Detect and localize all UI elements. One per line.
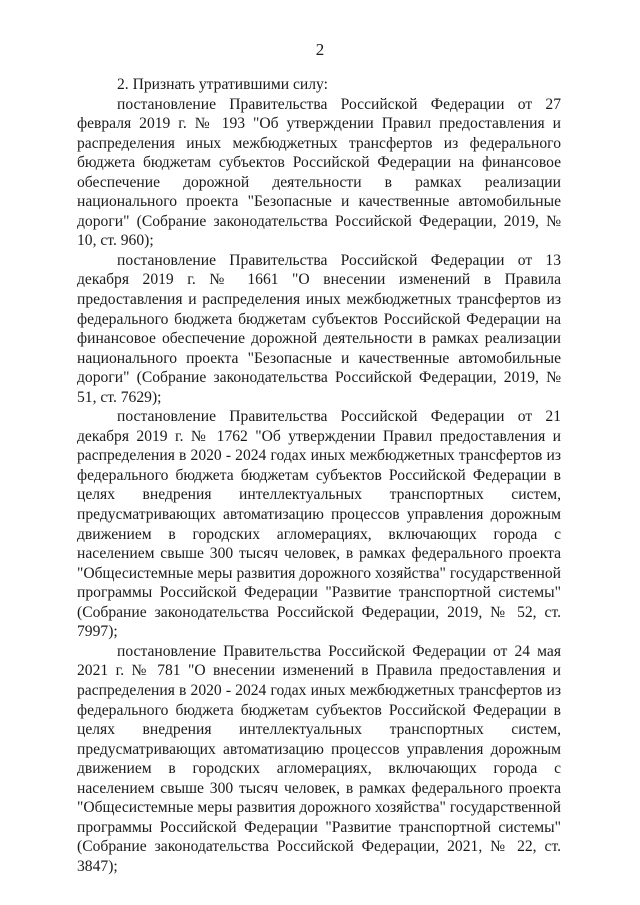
paragraph-decree-193: постановление Правительства Российской Федерации от 27 февраля 2019 г. № 193 "Об утверждении Правил предоставления и распределения иных межбюджетных трансфертов из федерального бюджета бюджетам субъектов Российской Федерации на финансовое обеспечение дорожной деятельности в рамках реализации национального проекта "Безопасные и качественные автомобильные дороги" (Собрание законодательства Российской Федерации, 2019, № 10, ст. 960); <box>77 95 561 250</box>
paragraph-decree-1762: постановление Правительства Российской Федерации от 21 декабря 2019 г. № 1762 "Об утверждении Правил предоставления и распределения в 2020 - 2024 годах иных межбюджетных трансфертов из федерального бюджета бюджетам субъектов Российской Федерации в целях внедрения интеллектуальных транспортных систем, предусматривающих автоматизацию процессов управления дорожным движением в городских агломерациях, включающих города с населением свыше 300 тысяч человек, в рамках федерального проекта "Общесистемные меры развития дорожного хозяйства" государственной программы Российской Федерации "Развитие транспортной системы" (Собрание законодательства Российской Федерации, 2019, № 52, ст. 7997); <box>77 408 561 641</box>
paragraph-decree-1661: постановление Правительства Российской Федерации от 13 декабря 2019 г. № 1661 "О внесении изменений в Правила предоставления и распределения иных межбюджетных трансфертов из федерального бюджета бюджетам субъектов Российской Федерации на финансовое обеспечение дорожной деятельности в рамках реализации национального проекта "Безопасные и качественные автомобильные дороги" (Собрание законодательства Российской Федерации, 2019, № 51, ст. 7629); <box>77 251 561 406</box>
paragraph-item-2-heading: 2. Признать утратившими силу: <box>117 76 328 93</box>
document-body <box>77 75 561 876</box>
page-number: 2 <box>315 40 325 59</box>
paragraph-decree-781: постановление Правительства Российской Федерации от 24 мая 2021 г. № 781 "О внесении изменений в Правила предоставления и распределения в 2020 - 2024 годах иных межбюджетных трансфертов из федерального бюджета бюджетам субъектов Российской Федерации в целях внедрения интеллектуальных транспортных систем, предусматривающих автоматизацию процессов управления дорожным движением в городских агломерациях, включающих города с населением свыше 300 тысяч человек, в рамках федерального проекта "Общесистемные меры развития дорожного хозяйства" государственной программы Российской Федерации "Развитие транспортной системы" (Собрание законодательства Российской Федерации, 2021, № 22, ст. 3847); <box>77 642 561 875</box>
